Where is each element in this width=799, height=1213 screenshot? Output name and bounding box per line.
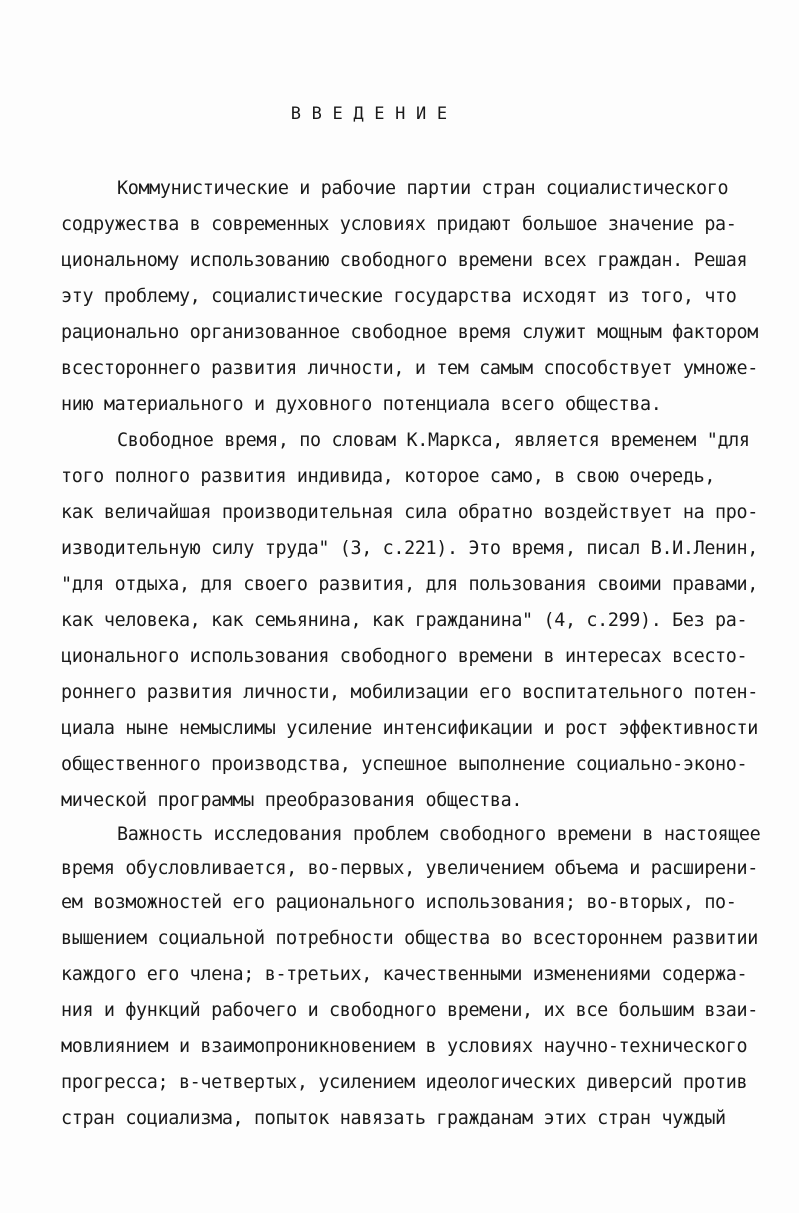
text-line: эту проблему, социалистические государства исходят из того, что <box>61 286 737 307</box>
text-line: рационально организованное свободное время служит мощным фактором <box>61 322 758 343</box>
text-line: того полного развития индивида, которое само, в свою очередь, <box>61 466 716 487</box>
text-line: всестороннего развития личности, и тем самым способствует умноже- <box>61 358 758 379</box>
text-line: вышением социальной потребности общества во всестороннем развитии <box>61 928 758 949</box>
text-line: роннего развития личности, мобилизации его воспитательного потен- <box>61 682 758 703</box>
text-line: как величайшая производительная сила обратно воздействует на про- <box>61 502 758 523</box>
text-line: общественного производства, успешное выполнение социально-эконо- <box>61 754 748 775</box>
page-title: В В Е Д Е Н И Е <box>290 104 448 124</box>
text-line: мической программы преобразования общества. <box>61 790 523 811</box>
text-line: циала ныне немыслимы усиление интенсификации и рост эффективности <box>61 718 758 739</box>
text-line: ционального использования свободного времени в интересах всесто- <box>61 646 748 667</box>
text-line: Свободное время, по словам К.Маркса, является временем "для <box>117 430 750 451</box>
text-line: циональному использованию свободного времени всех граждан. Решая <box>61 250 748 271</box>
text-line: как человека, как семьянина, как гражданина" (4, с.299). Без ра- <box>61 610 748 631</box>
text-line: "для отдыха, для своего развития, для пользования своими правами, <box>61 574 758 595</box>
text-line: ем возможностей его рационального использования; во-вторых, по- <box>61 892 737 913</box>
text-line: мовлиянием и взаимопроникновением в условиях научно-технического <box>61 1036 748 1057</box>
text-line: изводительную силу труда" (3, с.221). Это время, писал В.И.Ленин, <box>61 538 758 559</box>
text-line: каждого его члена; в-третьих, качественными изменениями содержа- <box>61 964 748 985</box>
text-line: Важность исследования проблем свободного времени в настоящее <box>117 824 761 845</box>
text-line: стран социализма, попыток навязать гражданам этих стран чуждый <box>61 1108 726 1129</box>
text-line: нию материального и духовного потенциала всего общества. <box>61 394 662 415</box>
text-line: содружества в современных условиях придают большое значение ра- <box>61 214 737 235</box>
text-line: прогресса; в-четвертых, усилением идеологических диверсий против <box>61 1072 748 1093</box>
text-line: Коммунистические и рабочие партии стран социалистического <box>117 178 729 199</box>
text-line: ния и функций рабочего и свободного времени, их все большим взаи- <box>61 1000 758 1021</box>
text-line: время обусловливается, во-первых, увеличением объема и расширени- <box>61 858 758 879</box>
